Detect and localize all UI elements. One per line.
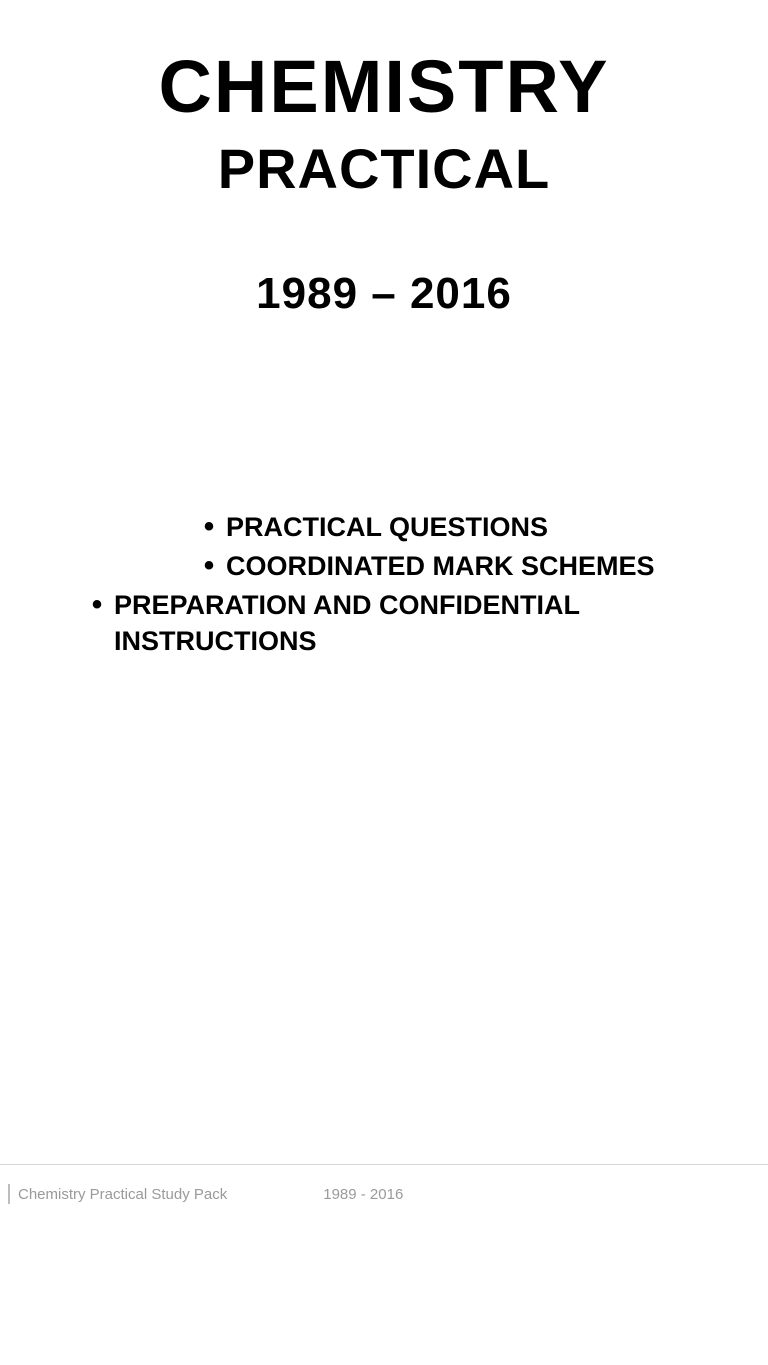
bullet-icon: •	[91, 587, 103, 621]
list-item	[44, 587, 738, 660]
footer-years: 1989 - 2016	[323, 1185, 404, 1203]
bullet-icon: •	[203, 510, 215, 544]
list-item-label: PREPARATION AND CONFIDENTIAL INSTRUCTIONS	[114, 589, 580, 657]
page-title: CHEMISTRY	[158, 45, 610, 128]
list-item	[44, 548, 738, 585]
list-item-label: COORDINATED MARK SCHEMES	[226, 551, 655, 581]
year-range: 1989 – 2016	[256, 269, 512, 319]
contents-list	[0, 509, 768, 660]
footer-marker-icon	[8, 1184, 10, 1204]
list-item-label: PRACTICAL QUESTIONS	[226, 512, 549, 543]
footer-divider	[0, 1164, 768, 1165]
bullet-icon: •	[203, 549, 215, 582]
title-block	[0, 0, 768, 319]
list-item	[44, 509, 738, 546]
bottom-band	[0, 1307, 768, 1365]
page-footer	[0, 1181, 768, 1207]
page-subtitle: PRACTICAL	[217, 136, 551, 200]
footer-label: Chemistry Practical Study Pack	[18, 1185, 228, 1203]
